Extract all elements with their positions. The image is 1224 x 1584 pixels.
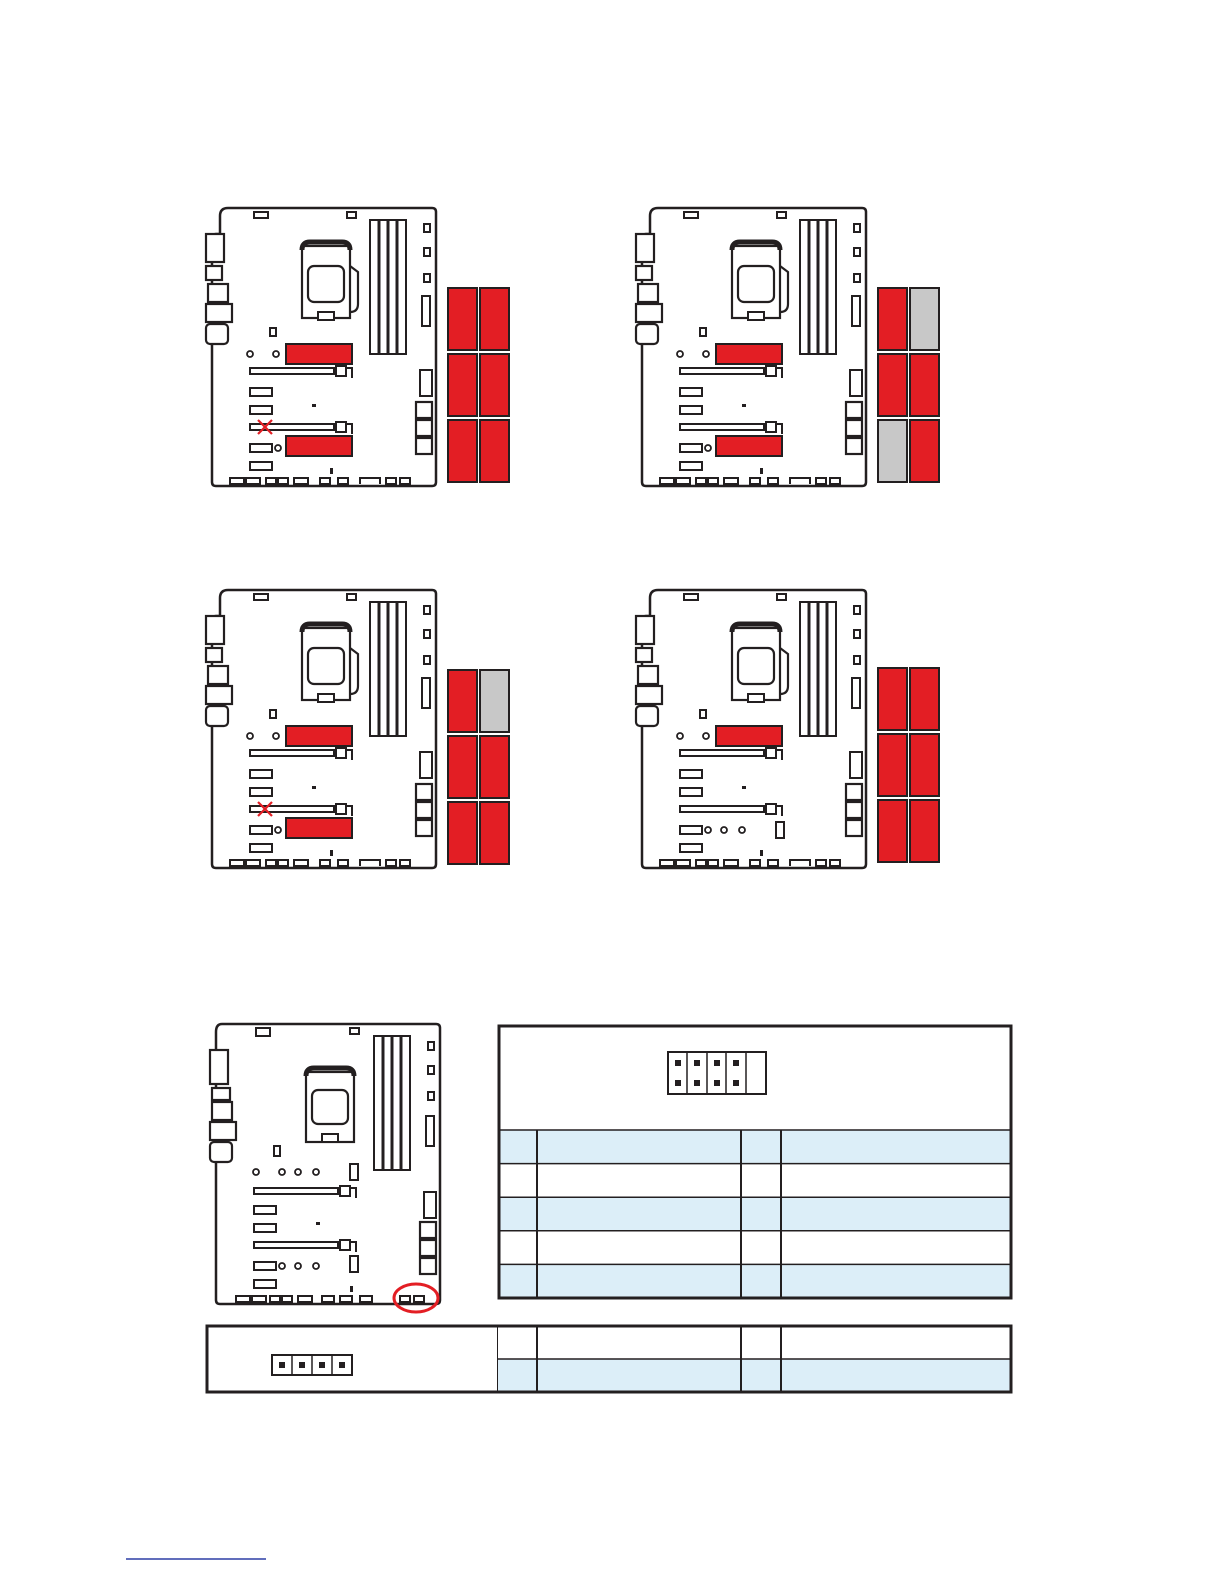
drive-bay-gray [878,420,907,482]
m2-slot-upper-highlight [716,344,782,364]
m2-slot-upper-highlight [286,344,352,364]
drive-bay-red [878,800,907,862]
m2-slot-upper-highlight [716,726,782,746]
sata-bays-1 [448,288,509,482]
m2-slot-lower-highlight [286,818,352,838]
motherboard-diagram-4 [636,590,866,868]
m2-slot-lower-highlight [716,436,782,456]
drive-bay-red [480,736,509,798]
table-row [499,1164,1011,1198]
drive-bay-red [448,288,477,350]
drive-bay-red [448,354,477,416]
drive-bay-red [910,800,939,862]
motherboard-diagram-1 [206,208,436,486]
drive-bay-red [480,288,509,350]
table-row [499,1231,1011,1265]
motherboard-diagram-3 [206,590,436,868]
drive-bay-red [878,288,907,350]
table-row [499,1197,1011,1231]
sata-bays-4 [878,668,939,862]
drive-bay-red [910,420,939,482]
table-row [498,1326,1011,1359]
drive-bay-red [878,354,907,416]
motherboard-diagram-2 [636,208,866,486]
drive-bay-gray [910,288,939,350]
drive-bay-red [910,354,939,416]
drive-bay-gray [480,670,509,732]
drive-bay-red [878,734,907,796]
sata-bays-2 [878,288,939,482]
pin-table [499,1026,1011,1298]
motherboard-header-diagram [210,1024,440,1312]
drive-bay-red [480,420,509,482]
drive-bay-red [480,802,509,864]
table-row [498,1359,1011,1392]
drive-bay-red [448,736,477,798]
drive-bay-red [448,802,477,864]
drive-bay-red [448,420,477,482]
sata-bays-3 [448,670,509,864]
drive-bay-red [448,670,477,732]
m2-slot-upper-highlight [286,726,352,746]
drive-bay-red [910,734,939,796]
drive-bay-red [910,668,939,730]
table-row [499,1264,1011,1298]
connector-10pin-icon [668,1052,766,1094]
pin-table-small [207,1326,1011,1392]
table-row [499,1130,1011,1164]
drive-bay-red [878,668,907,730]
connector-4pin-icon [272,1355,352,1375]
m2-slot-lower-highlight [286,436,352,456]
drive-bay-red [480,354,509,416]
